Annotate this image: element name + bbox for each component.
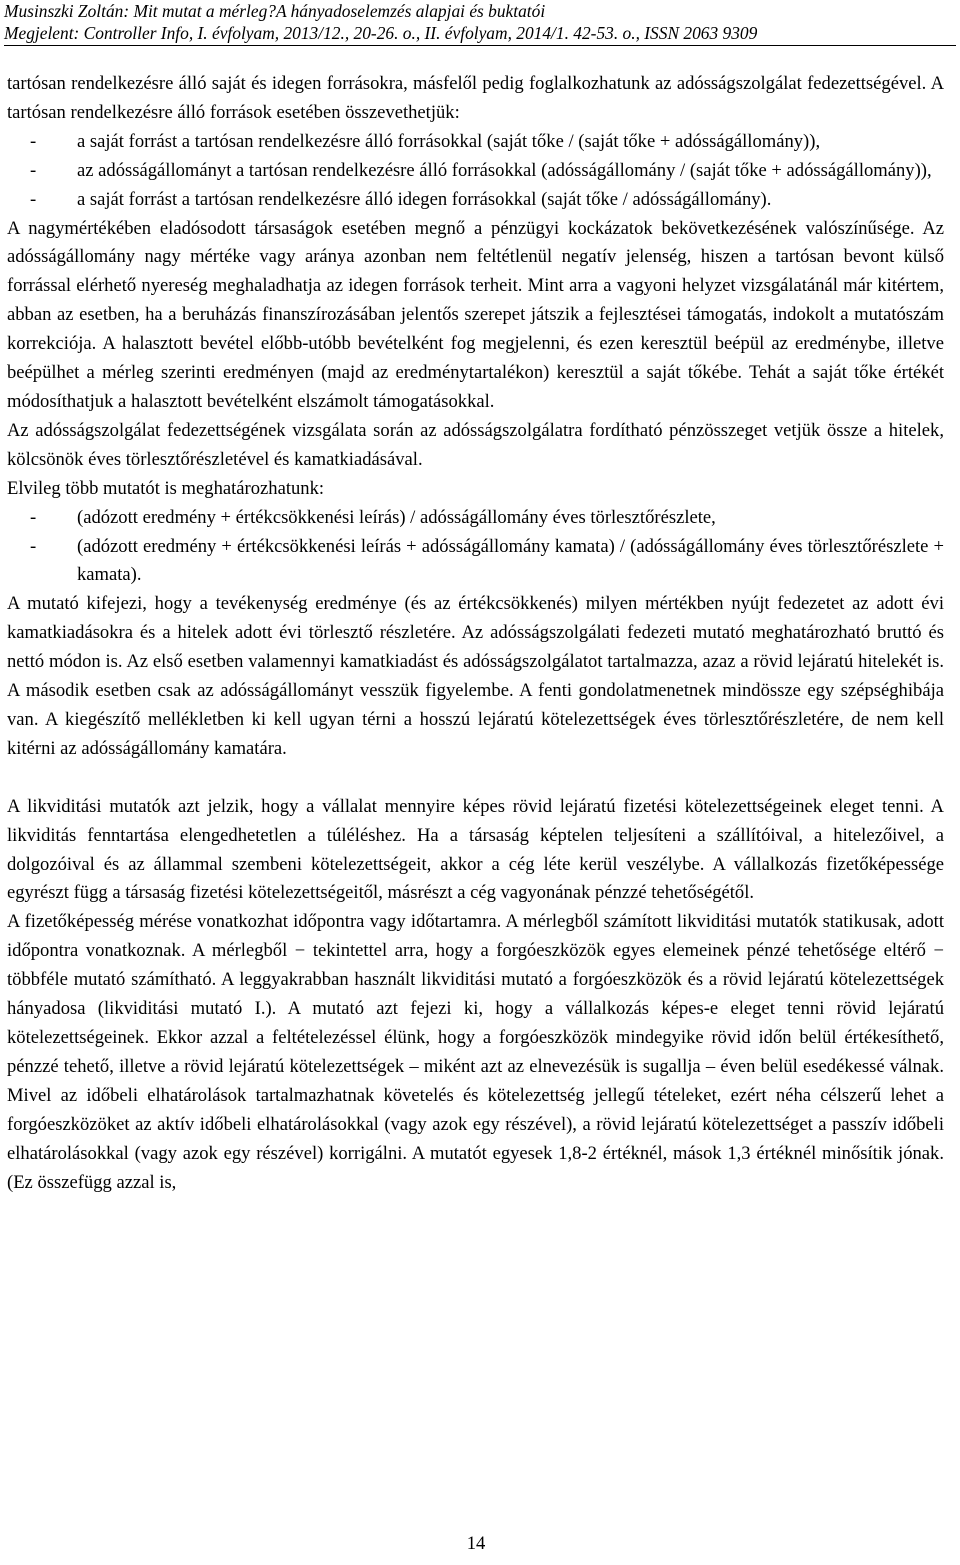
list-item	[7, 186, 944, 215]
paragraph-solvency: A fizetőképesség mérése vonatkozhat időpontra vagy időtartamra. A mérlegből számított likviditási mutatók statikusak, adott időpontra vonatkoznak. A mérlegből − tekintettel arra, hogy a forgóeszközök egyes elemeinek pénzé tehetősége eltérő − többféle mutató számítható. A leggyakrabban használt likviditási mutató a forgóeszközök és a rövid lejáratú kötelezettségek hányadosa (likviditási mutató I.). A mutató azt fejezi ki, hogy a vállalkozás képes-e eleget tenni rövid lejáratú kötelezettségeinek. Ekkor azzal a feltételezéssel élünk, hogy a forgóeszközök mindegyike rövid időn belül értékesíthető, pénzzé tehető, illetve a rövid lejáratú kötelezettségek – miként azt az elnevezésük is sugallja – éven belül esedékessé válnak. Mivel az időbeli elhatárolások tartalmazhatnak követelés és kötelezettség jellegű tételeket, ezért néha célszerű lehet a forgóeszközöket az aktív időbeli elhatárolásokkal (vagy azok egy részével), a rövid lejáratú kötelezettséget a passzív időbeli elhatárolásokkal (vagy azok egy részével) korrigálni. A mutatót egyesek 1,8-2 értéknél, mások 1,3 értéknél minősítik jónak. (Ez összefügg azzal is,	[7, 911, 944, 1193]
list-item	[7, 504, 944, 533]
list-item-text: a saját forrást a tartósan rendelkezésre álló forrásokkal (saját tőke / (saját tőke + adósságállomány)),	[77, 130, 821, 152]
indicator-list	[7, 504, 944, 591]
page-header	[4, 0, 956, 44]
list-item	[7, 533, 944, 591]
paragraph-spacer	[7, 764, 944, 793]
paragraph-liquidity: A likviditási mutatók azt jelzik, hogy a vállalat mennyire képes rövid lejáratú fizetési kötelezettségeinek eleget tenni. A likviditás fenntartása elengedhetetlen a túléléshez. Ha a társaság képtelen teljesíteni a szállítóival, a hitelezőivel, a dolgozóival és az állammal szembeni kötelezettségeit, akkor a cég léte kerül veszélybe. A vállalkozás fizetőképessége egyrészt függ a társaság fizetési kötelezettségeitől, másrészt a cég vagyonának pénzzé tehetőségétől.	[7, 795, 944, 904]
list-dash: -	[30, 188, 37, 210]
list-item-text: az adósságállományt a tartósan rendelkezésre álló forrásokkal (adósságállomány / (saját tőke + adósságállomány)),	[77, 159, 932, 181]
paragraph-indicators-intro: Elvileg több mutatót is meghatározhatunk:	[7, 477, 325, 499]
list-dash: -	[30, 159, 37, 181]
list-item	[7, 157, 944, 186]
header-publication-info: Megjelent: Controller Info, I. évfolyam, 2013/12., 20-26. o., II. évfolyam, 2014/1. 42-53. o., ISSN 2063 9309	[4, 23, 758, 43]
paragraph-debt-service: Az adósságszolgálat fedezettségének vizsgálata során az adósságszolgálatra fordítható pénzösszeget vetjük össze a hitelek, kölcsönök éves törlesztőrészletével és kamatkiadásával.	[7, 419, 944, 470]
document-body	[7, 70, 944, 1197]
comparison-list	[7, 128, 944, 215]
list-dash: -	[30, 506, 37, 528]
list-dash: -	[30, 535, 37, 557]
list-item-text: (adózott eredmény + értékcsökkenési leírás) / adósságállomány éves törlesztőrészlete,	[77, 506, 716, 528]
list-item-text: (adózott eredmény + értékcsökkenési leírás + adósságállomány kamata) / (adósságállomány éves törlesztőrészlete + kamata).	[77, 535, 944, 586]
list-dash: -	[30, 130, 37, 152]
list-item-text: a saját forrást a tartósan rendelkezésre álló idegen forrásokkal (saját tőke / adósságállomány).	[77, 188, 772, 210]
header-divider	[4, 45, 956, 46]
page-number: 14	[466, 1533, 486, 1554]
paragraph-coverage: A mutató kifejezi, hogy a tevékenység eredménye (és az értékcsökkenés) milyen mértékben nyújt fedezetet az adott évi kamatkiadásokra és a hitelek adott évi törlesztő részletére. Az adósságszolgálati fedezeti mutató meghatározható bruttó és nettó módon is. Az első esetben valamennyi kamatkiadást és adósságszolgálatot tartalmazza, azaz a rövid lejáratú hitelekét is. A második esetben csak az adósságállományt vesszük figyelembe. A fenti gondolatmenetnek mindössze egy szépséghibája van. A kiegészítő mellékletben ki kell ugyan térni a hosszú lejáratú kötelezettségek éves törlesztőrészletére, de nem kell kitérni az adósságállomány kamatára.	[7, 593, 944, 759]
paragraph-intro: tartósan rendelkezésre álló saját és idegen forrásokra, másfelől pedig foglalkozhatunk az adósságszolgálat fedezettségével. A tartósan rendelkezésre álló források esetében összevethetjük:	[7, 73, 944, 123]
paragraph-indebtedness: A nagymértékében eladósodott társaságok esetében megnő a pénzügyi kockázatok bekövetkezésének valószínűsége. Az adósságállomány nagy mértéke vagy aránya azonban nem feltétlenül negatív jelenség, hiszen a tartósan bevont külső forrással elérhető nyereség meghaladhatja az idegen források terheit. Mint arra a vagyoni helyzet vizsgálatánál már kitértem, abban az esetben, ha a beruházás finanszírozásában jelentős szerepet játszik a fejlesztései támogatás, indokolt a mutatószám korrekciója. A halasztott bevétel előbb-utóbb bevételként fog megjelenni, és ezen keresztül beépül az eredménybe, illetve beépülhet a mérleg szerinti eredményen (majd az eredménytartalékon) keresztül a saját tőkébe. Tehát a saját tőke értékét módosíthatjuk a halasztott bevételként elszámolt támogatásokkal.	[7, 217, 944, 412]
list-item	[7, 128, 944, 157]
header-author-title: Musinszki Zoltán: Mit mutat a mérleg?A hányadoselemzés alapjai és buktatói	[4, 1, 546, 21]
